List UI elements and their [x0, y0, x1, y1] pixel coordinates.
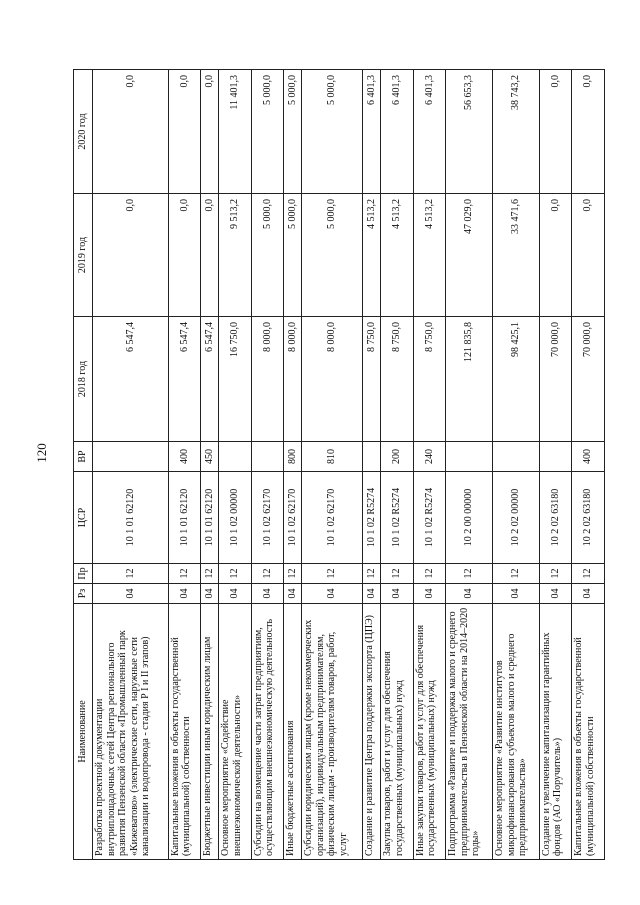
row-2018: 70 000,0: [539, 317, 571, 442]
row-rz: 04: [381, 584, 413, 604]
row-name: Основное мероприятие «Развитие институтов микрофинансирования субъектов малого и среднего предпринимательства»: [493, 604, 540, 860]
row-pr: 12: [302, 564, 363, 584]
row-vr: 400: [168, 442, 200, 472]
row-2020: 0,0: [168, 70, 200, 194]
row-2019: 4 513,2: [413, 194, 445, 317]
row-2020: 6 401,3: [413, 70, 445, 194]
table-body: [93, 70, 605, 860]
row-csr: 10 1 02 62170: [302, 472, 363, 564]
row-name: Субсидии на возмещение части затрат предприятиям, осуществляющим внешнеэкономическую деятельность: [251, 604, 283, 860]
row-name: Капитальные вложения в объекты государственной (муниципальной) собственности: [572, 604, 605, 860]
row-csr: 10 2 02 63180: [539, 472, 571, 564]
row-rz: 04: [201, 584, 219, 604]
page-number: 120: [34, 443, 49, 463]
header-csr: ЦСР: [74, 472, 93, 564]
row-2019: 5 000,0: [284, 194, 302, 317]
row-name: Создание и увеличение капитализации гарантийных фондов (АО «Поручитель»): [539, 604, 571, 860]
table-row: [381, 70, 413, 860]
row-name: Капитальные вложения в объекты государственной (муниципальной) собственности: [168, 604, 200, 860]
row-name: Создание и развитие Центра поддержки экспорта (ЦПЭ): [363, 604, 381, 860]
row-pr: 12: [363, 564, 381, 584]
row-2019: 33 471,6: [493, 194, 540, 317]
header-2018: 2018 год: [74, 317, 93, 442]
row-2018: 121 835,8: [446, 317, 493, 442]
header-2020: 2020 год: [74, 70, 93, 194]
row-pr: 12: [168, 564, 200, 584]
row-rz: 04: [251, 584, 283, 604]
row-2020: 6 401,3: [363, 70, 381, 194]
row-rz: 04: [168, 584, 200, 604]
row-rz: 04: [539, 584, 571, 604]
header-vr: ВР: [74, 442, 93, 472]
row-vr: [93, 442, 169, 472]
row-name: Бюджетные инвестиции иным юридическим лицам: [201, 604, 219, 860]
row-2019: 0,0: [201, 194, 219, 317]
row-2020: 0,0: [93, 70, 169, 194]
row-csr: 10 1 02 00000: [219, 472, 251, 564]
row-2018: 8 750,0: [381, 317, 413, 442]
row-vr: 810: [302, 442, 363, 472]
row-csr: 10 1 02 R5274: [363, 472, 381, 564]
row-2018: 6 547,4: [201, 317, 219, 442]
table-row: [413, 70, 445, 860]
row-csr: 10 1 02 62170: [284, 472, 302, 564]
row-name: Закупка товаров, работ и услуг для обеспечения государственных (муниципальных) нужд: [381, 604, 413, 860]
row-2020: 0,0: [201, 70, 219, 194]
budget-table-rotated: [73, 70, 605, 860]
table-row: [446, 70, 493, 860]
row-vr: 450: [201, 442, 219, 472]
row-csr: 10 1 01 62120: [201, 472, 219, 564]
row-vr: 800: [284, 442, 302, 472]
row-rz: 04: [284, 584, 302, 604]
row-2018: 8 750,0: [413, 317, 445, 442]
table-row: [219, 70, 251, 860]
row-vr: [493, 442, 540, 472]
row-2019: 4 513,2: [381, 194, 413, 317]
table-row: [572, 70, 605, 860]
row-csr: 10 2 02 63180: [572, 472, 605, 564]
row-2019: 5 000,0: [251, 194, 283, 317]
row-2020: 5 000,0: [302, 70, 363, 194]
row-2020: 0,0: [539, 70, 571, 194]
row-2019: 9 513,2: [219, 194, 251, 317]
row-rz: 04: [493, 584, 540, 604]
row-2018: 16 750,0: [219, 317, 251, 442]
row-name: Иные закупки товаров, работ и услуг для обеспечения государственных (муниципальных) нужд: [413, 604, 445, 860]
table-row: [284, 70, 302, 860]
row-pr: 12: [93, 564, 169, 584]
row-name: Разработка проектной документации внутриплощадочных сетей Центра регионального развития Пензенской области «Промышленный парк «Кижеватово» (электрические сети, наружные сети канализации и водопровода - стадия Р I и II этапов): [93, 604, 169, 860]
row-2020: 6 401,3: [381, 70, 413, 194]
row-rz: 04: [93, 584, 169, 604]
table-row: [168, 70, 200, 860]
row-name: Основное мероприятие «Содействие внешнеэкономической деятельности»: [219, 604, 251, 860]
row-vr: [251, 442, 283, 472]
header-2019: 2019 год: [74, 194, 93, 317]
row-vr: [446, 442, 493, 472]
row-2019: 0,0: [168, 194, 200, 317]
row-name: Субсидии юридическим лицам (кроме некоммерческих организаций), индивидуальным предпринимателям, физическим лицам - производителям товаров, работ, услуг: [302, 604, 363, 860]
row-vr: 240: [413, 442, 445, 472]
row-name: Подпрограмма «Развитие и поддержка малого и среднего предпринимательства в Пензенской области на 2014–2020 годы»: [446, 604, 493, 860]
row-pr: 12: [539, 564, 571, 584]
row-2020: 5 000,0: [284, 70, 302, 194]
row-2018: 70 000,0: [572, 317, 605, 442]
row-pr: 12: [413, 564, 445, 584]
table-header-row: [74, 70, 93, 860]
header-rz: Рз: [74, 584, 93, 604]
row-2018: 8 000,0: [302, 317, 363, 442]
row-csr: 10 2 02 00000: [493, 472, 540, 564]
row-2018: 8 750,0: [363, 317, 381, 442]
table-row: [363, 70, 381, 860]
row-csr: 10 1 02 62170: [251, 472, 283, 564]
table-row: [539, 70, 571, 860]
row-csr: 10 1 01 62120: [168, 472, 200, 564]
row-csr: 10 1 02 R5274: [381, 472, 413, 564]
header-pr: Пр: [74, 564, 93, 584]
table-row: [302, 70, 363, 860]
row-2018: 6 547,4: [168, 317, 200, 442]
row-2020: 0,0: [572, 70, 605, 194]
row-rz: 04: [363, 584, 381, 604]
row-2018: 98 425,1: [493, 317, 540, 442]
row-csr: 10 2 00 00000: [446, 472, 493, 564]
row-vr: 400: [572, 442, 605, 472]
row-pr: 12: [446, 564, 493, 584]
row-rz: 04: [446, 584, 493, 604]
row-2019: 0,0: [539, 194, 571, 317]
table-row: [93, 70, 169, 860]
row-csr: 10 1 01 62120: [93, 472, 169, 564]
row-2018: 8 000,0: [284, 317, 302, 442]
row-vr: [219, 442, 251, 472]
row-2019: 5 000,0: [302, 194, 363, 317]
row-2020: 38 743,2: [493, 70, 540, 194]
row-vr: [363, 442, 381, 472]
row-pr: 12: [201, 564, 219, 584]
row-2020: 5 000,0: [251, 70, 283, 194]
row-2019: 0,0: [93, 194, 169, 317]
row-vr: 200: [381, 442, 413, 472]
row-2019: 4 513,2: [363, 194, 381, 317]
row-pr: 12: [219, 564, 251, 584]
row-pr: 12: [493, 564, 540, 584]
table-row: [201, 70, 219, 860]
table-row: [251, 70, 283, 860]
header-name: Наименование: [74, 604, 93, 860]
row-rz: 04: [572, 584, 605, 604]
budget-table: [73, 69, 605, 860]
row-pr: 12: [381, 564, 413, 584]
row-rz: 04: [219, 584, 251, 604]
row-2018: 6 547,4: [93, 317, 169, 442]
row-csr: 10 1 02 R5274: [413, 472, 445, 564]
row-2018: 8 000,0: [251, 317, 283, 442]
row-2019: 0,0: [572, 194, 605, 317]
row-2019: 47 029,0: [446, 194, 493, 317]
row-vr: [539, 442, 571, 472]
row-name: Иные бюджетные ассигнования: [284, 604, 302, 860]
table-row: [493, 70, 540, 860]
row-pr: 12: [572, 564, 605, 584]
row-2020: 56 653,3: [446, 70, 493, 194]
row-rz: 04: [302, 584, 363, 604]
row-2020: 11 401,3: [219, 70, 251, 194]
row-pr: 12: [251, 564, 283, 584]
row-rz: 04: [413, 584, 445, 604]
row-pr: 12: [284, 564, 302, 584]
